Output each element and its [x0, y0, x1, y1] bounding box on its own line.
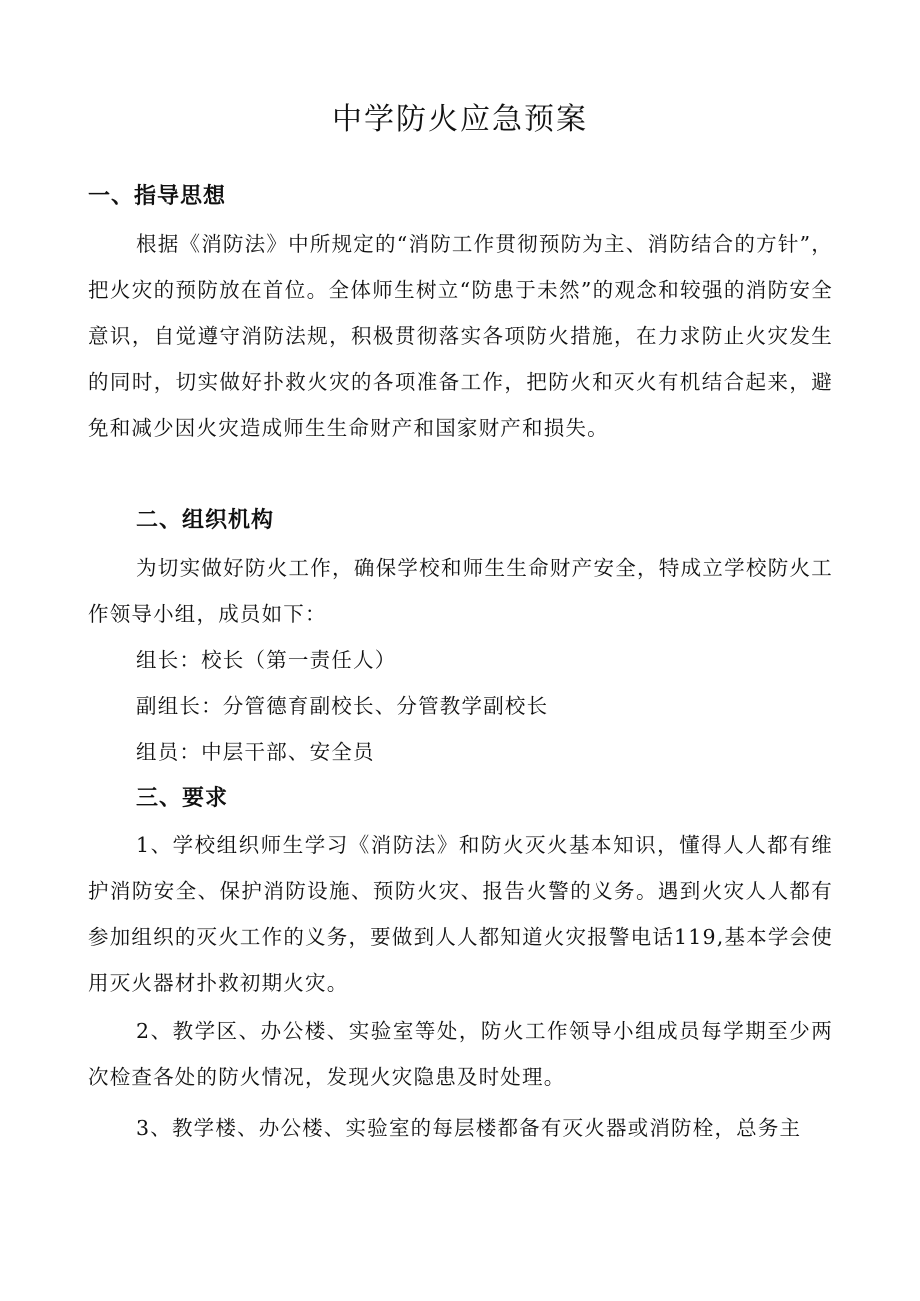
section-heading-guiding-ideology: 一、指导思想	[88, 184, 227, 209]
requirement-item-1: 1、学校组织师生学习《消防法》和防火灭火基本知识，懂得人人都有维护消防安全、保护消防设施、预防火灾、报告火警的义务。遇到火灾人人都有参加组织的灭火工作的义务，要做到人人都知道火灾报警电话119,基本学会使用灭火器材扑救初期火灾。	[88, 833, 833, 995]
section-paragraph-organization: 为切实做好防火工作，确保学校和师生生命财产安全，特成立学校防火工作领导小组，成员如下：	[88, 556, 833, 626]
org-leader-line: 组长：校长（第一责任人）	[136, 648, 397, 672]
org-vice-leader-line: 副组长：分管德育副校长、分管教学副校长	[136, 694, 549, 718]
section-heading-organization: 二、组织机构	[136, 508, 275, 533]
section-paragraph-guiding-ideology: 根据《消防法》中所规定的“消防工作贯彻预防为主、消防结合的方针”，把火灾的预防放在首位。全体师生树立“防患于未然”的观念和较强的消防安全意识，自觉遵守消防法规，积极贯彻落实各项防火措施，在力求防止火灾发生的同时，切实做好扑救火灾的各项准备工作，把防火和灭火有机结合起来，避免和减少因火灾造成师生生命财产和国家财产和损失。	[88, 232, 833, 440]
section-heading-requirements: 三、要求	[136, 786, 229, 811]
requirement-item-3: 3、教学楼、办公楼、实验室的每层楼都备有灭火器或消防栓，总务主	[136, 1116, 802, 1140]
org-members-line: 组员：中层干部、安全员	[136, 740, 375, 764]
requirement-item-2: 2、教学区、办公楼、实验室等处，防火工作领导小组成员每学期至少两次检查各处的防火情况，发现火灾隐患及时处理。	[88, 1019, 833, 1089]
document-title: 中学防火应急预案	[332, 102, 588, 137]
